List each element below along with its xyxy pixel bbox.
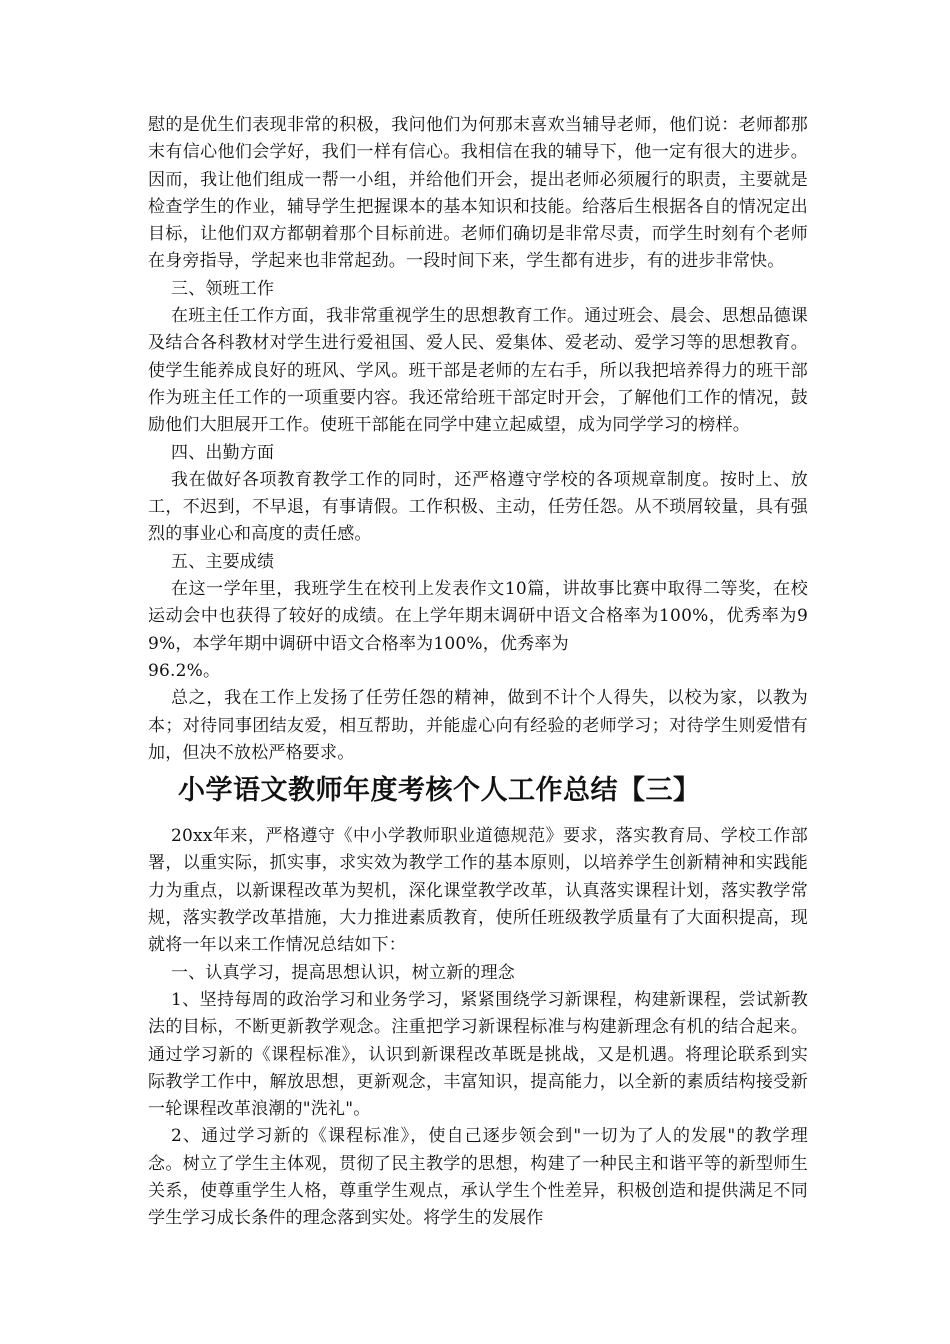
paragraph-attendance: 我在做好各项教育教学工作的同时，还严格遵守学校的各项规章制度。按时上、放工，不迟到，不早退，有事请假。工作积极、主动，任劳任怨。从不琐屑较量，具有强烈的事业心和高度的责任感。 <box>148 469 808 545</box>
document-page <box>148 112 808 1233</box>
paragraph-intro: 20xx年来，严格遵守《中小学教师职业道德规范》要求，落实教育局、学校工作部署，以重实际，抓实事，求实效为教学工作的基本原则，以培养学生创新精神和实践能力为重点，以新课程改革为契机，深化课堂教学改革，认真落实课程计划，落实教学常规，落实教学改革措施，大力推进素质教育，使所任班级教学质量有了大面积提高，现就将一年以来工作情况总结如下： <box>148 826 808 956</box>
paragraph-achievements-tail: 96.2%。 <box>148 660 221 681</box>
section-heading-5: 五、主要成绩 <box>171 551 275 572</box>
section-heading-4: 四、出勤方面 <box>171 442 275 463</box>
paragraph-item-1: 1、坚持每周的政治学习和业务学习，紧紧围绕学习新课程，构建新课程，尝试新教法的目标，不断更新教学观念。注重把学习新课程标准与构建新理念有机的结合起来。通过学习新的《课程标准》，认识到新课程改革既是挑战，又是机遇。将理论联系到实际教学工作中，解放思想，更新观念，丰富知识，提高能力，以全新的素质结构接受新一轮课程改革浪潮的"洗礼"。 <box>148 989 808 1120</box>
paragraph-conclusion: 总之，我在工作上发扬了任劳任怨的精神，做到不计个人得失，以校为家，以教为本；对待同事团结友爱，相互帮助，并能虚心向有经验的老师学习；对待学生则爱惜有加，但决不放松严格要求。 <box>148 688 808 763</box>
paragraph-item-2: 2、通过学习新的《课程标准》，使自己逐步领会到"一切为了人的发展"的教学理念。树立了学生主体观，贯彻了民主教学的思想，构建了一种民主和谐平等的新型师生关系，使尊重学生人格，尊重学生观点，承认学生个性差异，积极创造和提供满足不同学生学习成长条件的理念落到实处。将学生的发展作 <box>148 1126 808 1229</box>
section-heading-3: 三、领班工作 <box>171 278 275 299</box>
paragraph-class-management: 在班主任工作方面，我非常重视学生的思想教育工作。通过班会、晨会、思想品德课及结合各科教材对学生进行爱祖国、爱人民、爱集体、爱老动、爱学习等的思想教育。使学生能养成良好的班风、学风。班干部是老师的左右手，所以我把培养得力的班干部作为班主任工作的一项重要内容。我还常给班干部定时开会，了解他们工作的情况，鼓励他们大胆展开工作。使班干部能在同学中建立起威望，成为同学学习的榜样。 <box>148 306 808 436</box>
document-title: 小学语文教师年度考核个人工作总结【三】 <box>178 775 701 807</box>
paragraph-achievements: 在这一学年里，我班学生在校刊上发表作文10篇，讲故事比赛中取得二等奖，在校运动会中也获得了较好的成绩。在上学年期末调研中语文合格率为100%，优秀率为99%，本学年期中调研中语文合格率为100%，优秀率为 <box>148 579 808 654</box>
paragraph-continued: 慰的是优生们表现非常的积极，我问他们为何那末喜欢当辅导老师，他们说：老师都那末有信心他们会学好，我们一样有信心。我相信在我的辅导下，他一定有很大的进步。因而，我让他们组成一帮一小组，并给他们开会，提出老师必须履行的职责，主要就是检查学生的作业，辅导学生把握课本的基本知识和技能。给落后生根据各自的情况定出目标，让他们双方都朝着那个目标前进。老师们确切是非常尽责，而学生时刻有个老师在身旁指导，学起来也非常起劲。一段时间下来，学生都有进步，有的进步非常快。 <box>148 115 808 272</box>
section-heading-1: 一、认真学习，提高思想认识，树立新的理念 <box>171 962 515 983</box>
